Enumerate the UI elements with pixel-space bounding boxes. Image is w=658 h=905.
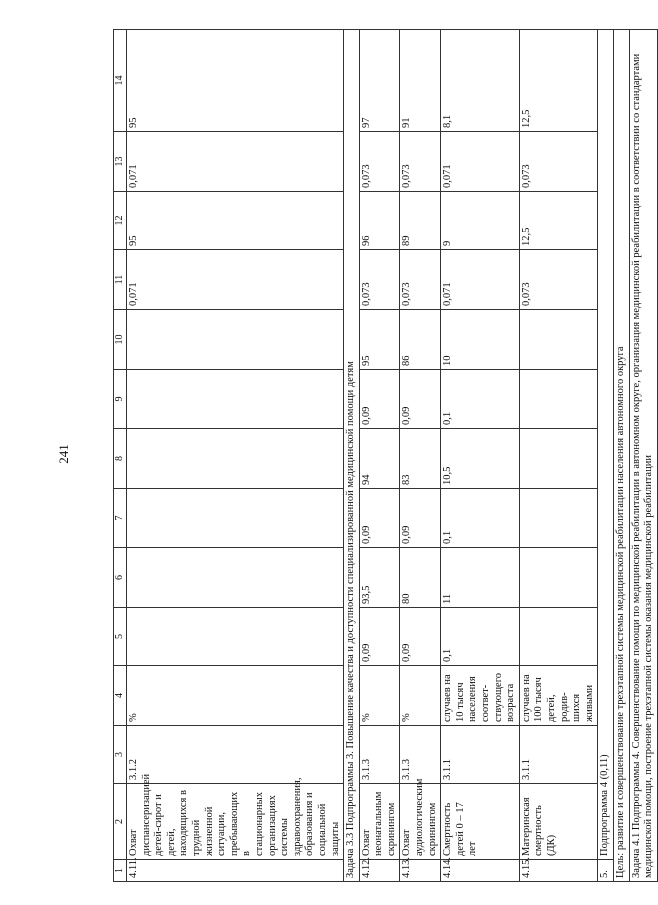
cell-indicator: Охват неонатальным скринингом bbox=[359, 784, 400, 860]
cell-value: 89 bbox=[400, 192, 441, 250]
table-row bbox=[441, 30, 520, 882]
cell-value: 86 bbox=[400, 310, 441, 370]
cell-code: 3.1.2 bbox=[127, 726, 344, 784]
cell-value: 9 bbox=[441, 192, 520, 250]
cell-value: 95 bbox=[127, 192, 344, 250]
cell-number: 4.12. bbox=[359, 860, 400, 882]
cell-value bbox=[519, 429, 598, 489]
cell-value: 94 bbox=[359, 429, 400, 489]
col-header: 7 bbox=[114, 489, 127, 548]
rotated-table-wrapper bbox=[113, 30, 655, 882]
cell-value: 10,5 bbox=[441, 429, 520, 489]
cell-value bbox=[127, 429, 344, 489]
cell-value: 0,09 bbox=[400, 370, 441, 429]
cell-value: 0,071 bbox=[127, 132, 344, 192]
task-4-1: Задача 4.1 Подпрограммы 4. Совершенствование помощи по медицинской реабилитации в автономном округе, организация медицинской реабилитации в соответствии со стандартами медицинской помощи, построение трехэтапной системы оказания медицинской реабилитации bbox=[629, 30, 657, 882]
cell-value: 11 bbox=[441, 548, 520, 608]
cell-indicator: Охват диспансеризацией детей-сирот и детей, находящихся в трудной жизненной ситуации, пребывающих в стационарных организациях системы здравоохранения, образования и социальной защиты bbox=[127, 784, 344, 860]
cell-code: 3.1.3 bbox=[400, 726, 441, 784]
col-header: 10 bbox=[114, 310, 127, 370]
table-row bbox=[127, 30, 344, 882]
col-header: 5 bbox=[114, 608, 127, 666]
cell-indicator: Охват аудиологическим скринингом bbox=[400, 784, 441, 860]
col-header: 2 bbox=[114, 784, 127, 860]
cell-value bbox=[519, 310, 598, 370]
cell-number: 4.14. bbox=[441, 860, 520, 882]
indicators-table bbox=[113, 29, 658, 882]
cell-value: 0,073 bbox=[359, 250, 400, 310]
cell-value: 0,1 bbox=[441, 608, 520, 666]
cell-value: 0,073 bbox=[519, 132, 598, 192]
cell-code: 3.1.1 bbox=[441, 726, 520, 784]
cell-number: 4.13. bbox=[400, 860, 441, 882]
cell-value: 0,071 bbox=[441, 132, 520, 192]
cell-code: 3.1.3 bbox=[359, 726, 400, 784]
col-header: 12 bbox=[114, 192, 127, 250]
cell-value: 0,071 bbox=[127, 250, 344, 310]
cell-indicator: Смертность детей 0 – 17 лет bbox=[441, 784, 520, 860]
cell-value: 0,073 bbox=[519, 250, 598, 310]
goal-text: Цель: развитие и совершенствование трехэтапной системы медицинской реабилитации населения автономного округа bbox=[613, 30, 629, 882]
cell-value: 0,09 bbox=[359, 608, 400, 666]
cell-value bbox=[519, 370, 598, 429]
cell-value: 8,1 bbox=[441, 30, 520, 132]
col-header: 1 bbox=[114, 860, 127, 882]
cell-value: 0,09 bbox=[400, 489, 441, 548]
cell-value: 93,5 bbox=[359, 548, 400, 608]
cell-value: 10 bbox=[441, 310, 520, 370]
cell-value: 0,1 bbox=[441, 370, 520, 429]
col-header: 8 bbox=[114, 429, 127, 489]
cell-value: 80 bbox=[400, 548, 441, 608]
cell-indicator: Материнская смертность (ДК) bbox=[519, 784, 598, 860]
col-header: 9 bbox=[114, 370, 127, 429]
cell-code: 3.1.1 bbox=[519, 726, 598, 784]
header-row bbox=[114, 30, 127, 882]
cell-unit: % bbox=[400, 666, 441, 726]
cell-value bbox=[519, 489, 598, 548]
table-row bbox=[519, 30, 598, 882]
page-number: 241 bbox=[56, 444, 71, 464]
cell-value: 96 bbox=[359, 192, 400, 250]
cell-value: 97 bbox=[359, 30, 400, 132]
cell-number: 5. bbox=[598, 860, 614, 882]
cell-unit: % bbox=[359, 666, 400, 726]
col-header: 3 bbox=[114, 726, 127, 784]
goal-row bbox=[613, 30, 629, 882]
cell-value bbox=[127, 310, 344, 370]
cell-value: 95 bbox=[359, 310, 400, 370]
cell-value: 95 bbox=[127, 30, 344, 132]
cell-unit: случаев на 100 тысяч детей, родив-шихся живыми bbox=[519, 666, 598, 726]
task-row bbox=[629, 30, 657, 882]
cell-value: 0,073 bbox=[359, 132, 400, 192]
cell-value bbox=[127, 608, 344, 666]
cell-value: 12,5 bbox=[519, 192, 598, 250]
cell-value bbox=[519, 548, 598, 608]
cell-value: 0,09 bbox=[359, 370, 400, 429]
cell-value bbox=[519, 608, 598, 666]
cell-value: 0,073 bbox=[400, 132, 441, 192]
col-header: 11 bbox=[114, 250, 127, 310]
cell-unit: случаев на 10 тысяч населения соответ-ствующего возраста bbox=[441, 666, 520, 726]
cell-value: 0,09 bbox=[400, 608, 441, 666]
cell-number: 4.11. bbox=[127, 860, 344, 882]
col-header: 14 bbox=[114, 30, 127, 132]
table-row bbox=[400, 30, 441, 882]
cell-value: 91 bbox=[400, 30, 441, 132]
task-row bbox=[344, 30, 360, 882]
task-3-3: Задача 3.3 Подпрограммы 3. Повышение качества и доступности специализированной медицинской помощи детям bbox=[344, 30, 360, 882]
col-header: 4 bbox=[114, 666, 127, 726]
cell-value: 83 bbox=[400, 429, 441, 489]
subprogram-4-title: Подпрограмма 4 (0,11) bbox=[598, 30, 614, 860]
cell-unit: % bbox=[127, 666, 344, 726]
cell-value bbox=[127, 548, 344, 608]
col-header: 13 bbox=[114, 132, 127, 192]
cell-value: 12,5 bbox=[519, 30, 598, 132]
col-header: 6 bbox=[114, 548, 127, 608]
cell-number: 4.15. bbox=[519, 860, 598, 882]
cell-value: 0,073 bbox=[400, 250, 441, 310]
subprogram-row bbox=[598, 30, 614, 882]
cell-value bbox=[127, 370, 344, 429]
cell-value bbox=[127, 489, 344, 548]
cell-value: 0,09 bbox=[359, 489, 400, 548]
cell-value: 0,1 bbox=[441, 489, 520, 548]
cell-value: 0,071 bbox=[441, 250, 520, 310]
table-row bbox=[359, 30, 400, 882]
